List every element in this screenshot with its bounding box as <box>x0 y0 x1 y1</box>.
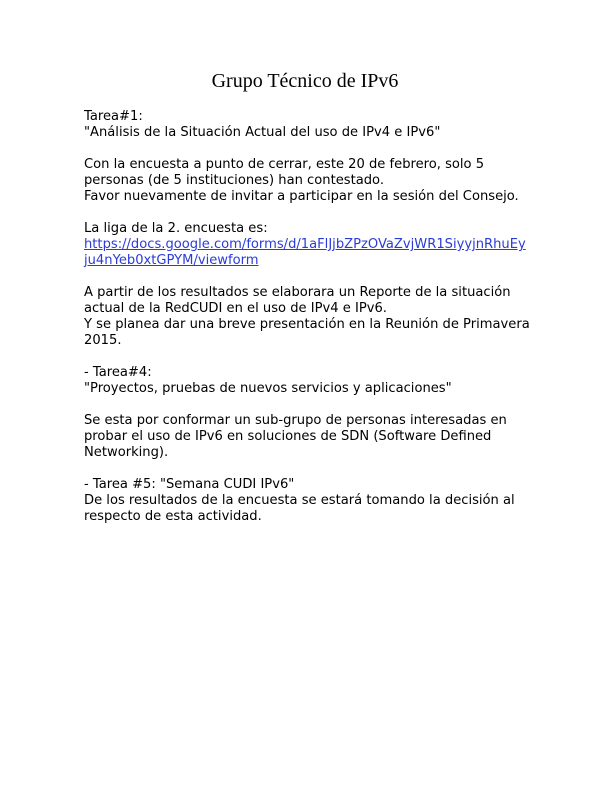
tarea4-para-line: probar el uso de IPv6 en soluciones de SDN (Software Defined <box>84 429 492 444</box>
paragraph-gap <box>84 461 544 477</box>
survey-link[interactable]: https://docs.google.com/forms/d/1aFlJjbZPzOVaZvjWR1SiyyjnRhuEy <box>84 237 526 252</box>
paragraph-gap <box>84 141 544 157</box>
tarea5-para-line: De los resultados de la encuesta se estará tomando la decisión al <box>84 493 515 508</box>
tarea4-name: "Proyectos, pruebas de nuevos servicios y aplicaciones" <box>84 381 452 396</box>
tarea1-name: "Análisis de la Situación Actual del uso de IPv4 e IPv6" <box>84 125 441 140</box>
tarea4-para-line: Networking). <box>84 445 169 460</box>
document-body <box>84 109 544 525</box>
tarea5-heading: - Tarea #5: "Semana CUDI IPv6" <box>84 477 295 492</box>
tarea1-para2-line: 2015. <box>84 333 122 348</box>
survey-link-intro: La liga de la 2. encuesta es: <box>84 221 268 236</box>
survey-link-continued[interactable]: ju4nYeb0xtGPYM/viewform <box>84 253 259 268</box>
tarea1-para2-line: Y se planea dar una breve presentación en la Reunión de Primavera <box>84 317 530 332</box>
survey-link-line[interactable] <box>84 253 544 269</box>
tarea1-para1-line: Con la encuesta a punto de cerrar, este 20 de febrero, solo 5 <box>84 157 485 172</box>
paragraph-gap <box>84 349 544 365</box>
survey-link-line[interactable] <box>84 237 544 253</box>
tarea1-para2-line: actual de la RedCUDI en el uso de IPv4 e IPv6. <box>84 301 387 316</box>
paragraph-gap <box>84 205 544 221</box>
tarea1-para1-line: Favor nuevamente de invitar a participar en la sesión del Consejo. <box>84 189 519 204</box>
tarea4-para-line: Se esta por conformar un sub-grupo de personas interesadas en <box>84 413 507 428</box>
tarea4-heading: - Tarea#4: <box>84 365 152 380</box>
tarea5-para-line: respecto de esta actividad. <box>84 509 262 524</box>
tarea1-para1-line: personas (de 5 instituciones) han contestado. <box>84 173 384 188</box>
tarea1-para2-line: A partir de los resultados se elaborara un Reporte de la situación <box>84 285 511 300</box>
paragraph-gap <box>84 397 544 413</box>
document-title: Grupo Técnico de IPv6 <box>211 70 399 92</box>
tarea1-heading: Tarea#1: <box>84 109 143 124</box>
paragraph-gap <box>84 269 544 285</box>
